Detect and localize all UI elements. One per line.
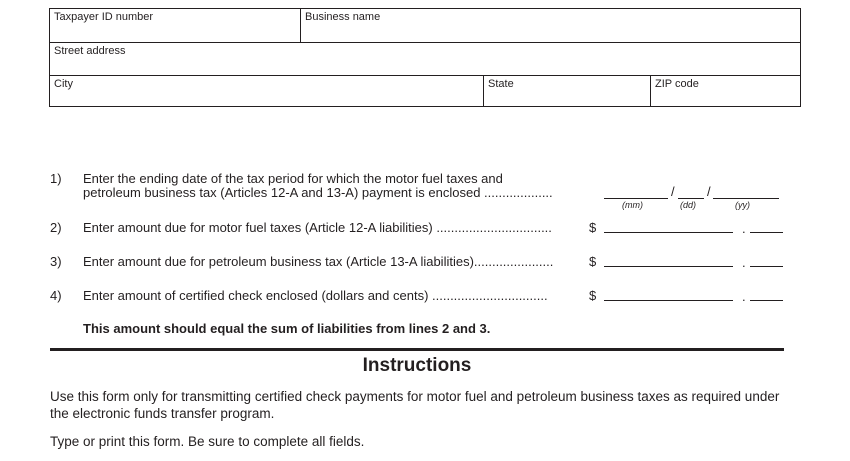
item-2-number: 2) [50,220,62,235]
liabilities-note: This amount should equal the sum of liabilities from lines 2 and 3. [83,321,491,336]
instructions-heading: Instructions [362,355,472,376]
item-4-dollars-input[interactable] [604,300,733,301]
section-divider [50,348,784,351]
item-2-dollars-input[interactable] [604,232,733,233]
item-2-decimal: . [742,221,746,236]
item-3-decimal: . [742,255,746,270]
state-field[interactable] [483,75,651,107]
item-4-number: 4) [50,288,62,303]
item-2-dollar-sign: $ [589,220,597,235]
date-mm-label: (mm) [622,200,643,210]
item-3-cents-input[interactable] [750,266,783,267]
city-field[interactable] [49,75,484,107]
city-label: City [54,78,73,90]
street-address-field[interactable] [49,42,801,76]
item-3-text: Enter amount due for petroleum business tax (Article 13-A liabilities)...................... [83,254,554,269]
item-4-cents-input[interactable] [750,300,783,301]
item-1-text-line1: Enter the ending date of the tax period for which the motor fuel taxes and [83,171,503,186]
date-yy-label: (yy) [735,200,750,210]
date-separator-2: / [707,184,711,199]
item-4-text: Enter amount of certified check enclosed (dollars and cents) ................................ [83,288,548,303]
date-separator-1: / [671,184,675,199]
item-4-decimal: . [742,289,746,304]
item-3-dollar-sign: $ [589,254,597,269]
street-address-label: Street address [54,45,126,57]
business-name-field[interactable] [300,8,801,43]
taxpayer-id-field[interactable] [49,8,301,43]
item-2-text: Enter amount due for motor fuel taxes (Article 12-A liabilities) ................................ [83,220,552,235]
zip-code-label: ZIP code [655,78,699,90]
business-name-label: Business name [305,11,381,23]
date-dd-input[interactable] [678,198,704,199]
state-label: State [488,78,514,90]
zip-code-field[interactable] [650,75,801,107]
instructions-paragraph-2: Type or print this form. Be sure to complete all fields. [50,434,365,449]
taxpayer-id-label: Taxpayer ID number [54,11,154,23]
item-1-text-line2: petroleum business tax (Articles 12-A and 13-A) payment is enclosed ................... [83,185,553,200]
date-yy-input[interactable] [713,198,779,199]
item-2-cents-input[interactable] [750,232,783,233]
date-dd-label: (dd) [680,200,697,210]
item-3-dollars-input[interactable] [604,266,733,267]
item-1-number: 1) [50,171,62,186]
item-3-number: 3) [50,254,62,269]
instructions-paragraph-1-line-1: Use this form only for transmitting certified check payments for motor fuel and petroleum business taxes as required under [50,389,780,404]
date-mm-input[interactable] [604,198,668,199]
item-4-dollar-sign: $ [589,288,597,303]
instructions-paragraph-1-line-2: the electronic funds transfer program. [50,406,275,421]
